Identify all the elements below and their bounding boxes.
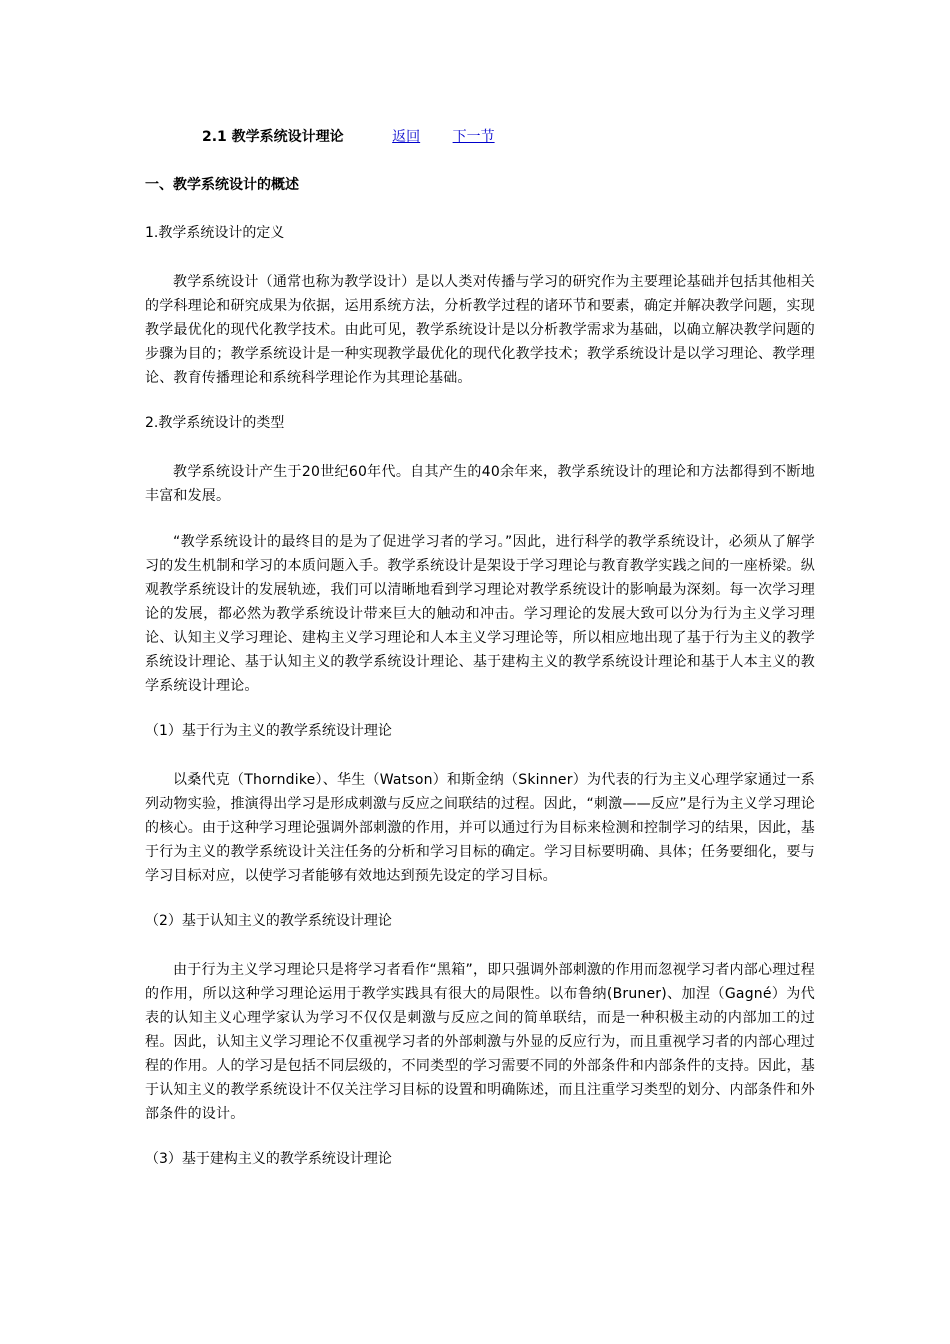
subheading-cognitivism: （2）基于认知主义的教学系统设计理论 — [145, 913, 392, 929]
page-title: 2.1 教学系统设计理论 — [202, 129, 344, 145]
back-link[interactable]: 返回 — [392, 129, 421, 145]
next-section-link[interactable]: 下一节 — [452, 129, 495, 145]
paragraph-types-learning-theory: “教学系统设计的最终目的是为了促进学习者的学习。”因此，进行科学的教学系统设计，必须从了解学习的发生机制和学习的本质问题入手。教学系统设计是架设于学习理论与教育教学实践之间的一座桥梁。纵观教学系统设计的发展轨迹，我们可以清晰地看到学习理论对教学系统设计的影响最为深刻。每一次学习理论的发展，都必然为教学系统设计带来巨大的触动和冲击。学习理论的发展大致可以分为行为主义学习理论、认知主义学习理论、建构主义学习理论和人本主义学习理论等，所以相应地出现了基于行为主义的教学系统设计理论、基于认知主义的教学系统设计理论、基于建构主义的教学系统设计理论和基于人本主义的教学系统设计理论。 — [145, 534, 815, 694]
subheading-types: 2.教学系统设计的类型 — [145, 415, 285, 431]
paragraph-cognitivism: 由于行为主义学习理论只是将学习者看作“黑箱”，即只强调外部刺激的作用而忽视学习者内部心理过程的作用，所以这种学习理论运用于教学实践具有很大的局限性。以布鲁纳(Bruner)、加涅（Gagné）为代表的认知主义心理学家认为学习不仅仅是刺激与反应之间的简单联结，而是一种积极主动的内部加工的过程。因此，认知主义学习理论不仅重视学习者的外部刺激与外显的反应行为，而且重视学习者的内部心理过程的作用。人的学习是包括不同层级的，不同类型的学习需要不同的外部条件和内部条件的支持。因此，基于认知主义的教学系统设计不仅关注学习目标的设置和明确陈述，而且注重学习类型的划分、内部条件和外部条件的设计。 — [145, 962, 815, 1122]
subheading-constructivism: （3）基于建构主义的教学系统设计理论 — [145, 1151, 392, 1167]
paragraph-behaviorism: 以桑代克（Thorndike）、华生（Watson）和斯金纳（Skinner）为代表的行为主义心理学家通过一系列动物实验，推演得出学习是形成刺激与反应之间联结的过程。因此，“刺激——反应”是行为主义学习理论的核心。由于这种学习理论强调外部刺激的作用，并可以通过行为目标来检测和控制学习的结果，因此，基于行为主义的教学系统设计关注任务的分析和学习目标的确定。学习目标要明确、具体；任务要细化，要与学习目标对应，以使学习者能够有效地达到预先设定的学习目标。 — [145, 772, 815, 884]
paragraph-types-origin: 教学系统设计产生于20世纪60年代。自其产生的40余年来，教学系统设计的理论和方法都得到不断地丰富和发展。 — [145, 464, 815, 504]
subheading-definition: 1.教学系统设计的定义 — [145, 225, 285, 241]
document-page — [145, 126, 815, 1196]
subheading-behaviorism: （1）基于行为主义的教学系统设计理论 — [145, 723, 392, 739]
paragraph-definition: 教学系统设计（通常也称为教学设计）是以人类对传播与学习的研究作为主要理论基础并包括其他相关的学科理论和研究成果为依据，运用系统方法，分析教学过程的诸环节和要素，确定并解决教学问题，实现教学最优化的现代化教学技术。由此可见，教学系统设计是以分析教学需求为基础，以确立解决教学问题的步骤为目的；教学系统设计是一种实现教学最优化的现代化教学技术；教学系统设计是以学习理论、教学理论、教育传播理论和系统科学理论作为其理论基础。 — [145, 274, 815, 386]
title-row — [145, 126, 815, 148]
section-heading-overview: 一、教学系统设计的概述 — [145, 177, 299, 193]
